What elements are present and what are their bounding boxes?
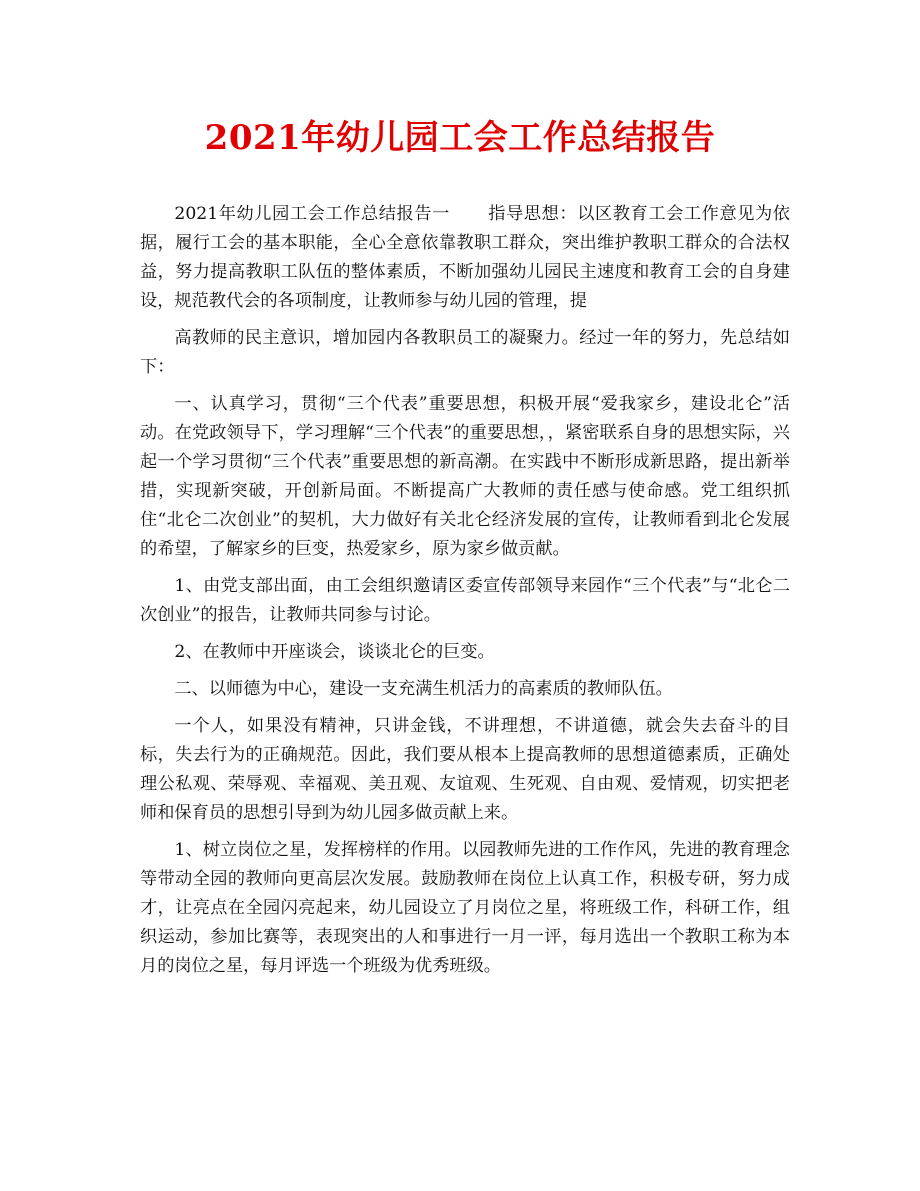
paragraph-guiding-thought: 指导思想：以区教育工会工作意见为依据，履行工会的基本职能，全心全意依靠教职工群众，突出维护教职工群众的合法权益，努力提高教职工队伍的整体素质，不断加强幼儿园民主速度和教育工会的自身建设，规范教代会的各项制度，让教师参与幼儿园的管理，提 xyxy=(140,204,790,311)
paragraph: 一个人，如果没有精神，只讲金钱，不讲理想，不讲道德，就会失去奋斗的目标，失去行为的正确规范。因此，我们要从根本上提高教师的思想道德素质，正确处理公私观、荣辱观、幸福观、美丑观、友谊观、生死观、自由观、爱情观，切实把老师和保育员的思想引导到为幼儿园多做贡献上来。 xyxy=(140,716,790,823)
paragraph: 高教师的民主意识，增加园内各教职员工的凝聚力。经过一年的努力，先总结如下： xyxy=(140,328,790,377)
intro-label: 2021年幼儿园工会工作总结报告一 xyxy=(174,204,450,224)
paragraph: 1、树立岗位之星，发挥榜样的作用。以园教师先进的工作作风，先进的教育理念等带动全园的教师向更高层次发展。鼓励教师在岗位上认真工作，积极专研，努力成才，让亮点在全园闪亮起来，幼儿园设立了月岗位之星，将班级工作，科研工作，组织运动，参加比赛等，表现突出的人和事进行一月一评，每月选出一个教职工称为本月的岗位之星，每月评选一个班级为优秀班级。 xyxy=(140,840,790,976)
paragraph-intro xyxy=(140,200,790,316)
document-body xyxy=(140,200,790,989)
paragraph: 二、以师德为中心，建设一支充满生机活力的高素质的教师队伍。 xyxy=(174,679,673,699)
paragraph: 1、由党支部出面，由工会组织邀请区委宣传部领导来园作“三个代表”与“北仑二次创业”的报告，让教师共同参与讨论。 xyxy=(140,576,790,625)
document-title: 2021年幼儿园工会工作总结报告 xyxy=(204,118,716,158)
paragraph: 2、在教师中开座谈会，谈谈北仑的巨变。 xyxy=(174,642,495,662)
paragraph: 一、认真学习，贯彻“三个代表”重要思想，积极开展“爱我家乡，建设北仑”活动。在党政领导下，学习理解“三个代表”的重要思想，，紧密联系自身的思想实际，兴起一个学习贯彻“三个代表”重要思想的新高潮。在实践中不断形成新思路，提出新举措，实现新突破，开创新局面。不断提高广大教师的责任感与使命感。党工组织抓住“北仑二次创业”的契机，大力做好有关北仑经济发展的宣传，让教师看到北仑发展的希望，了解家乡的巨变，热爱家乡，原为家乡做贡献。 xyxy=(140,394,790,559)
